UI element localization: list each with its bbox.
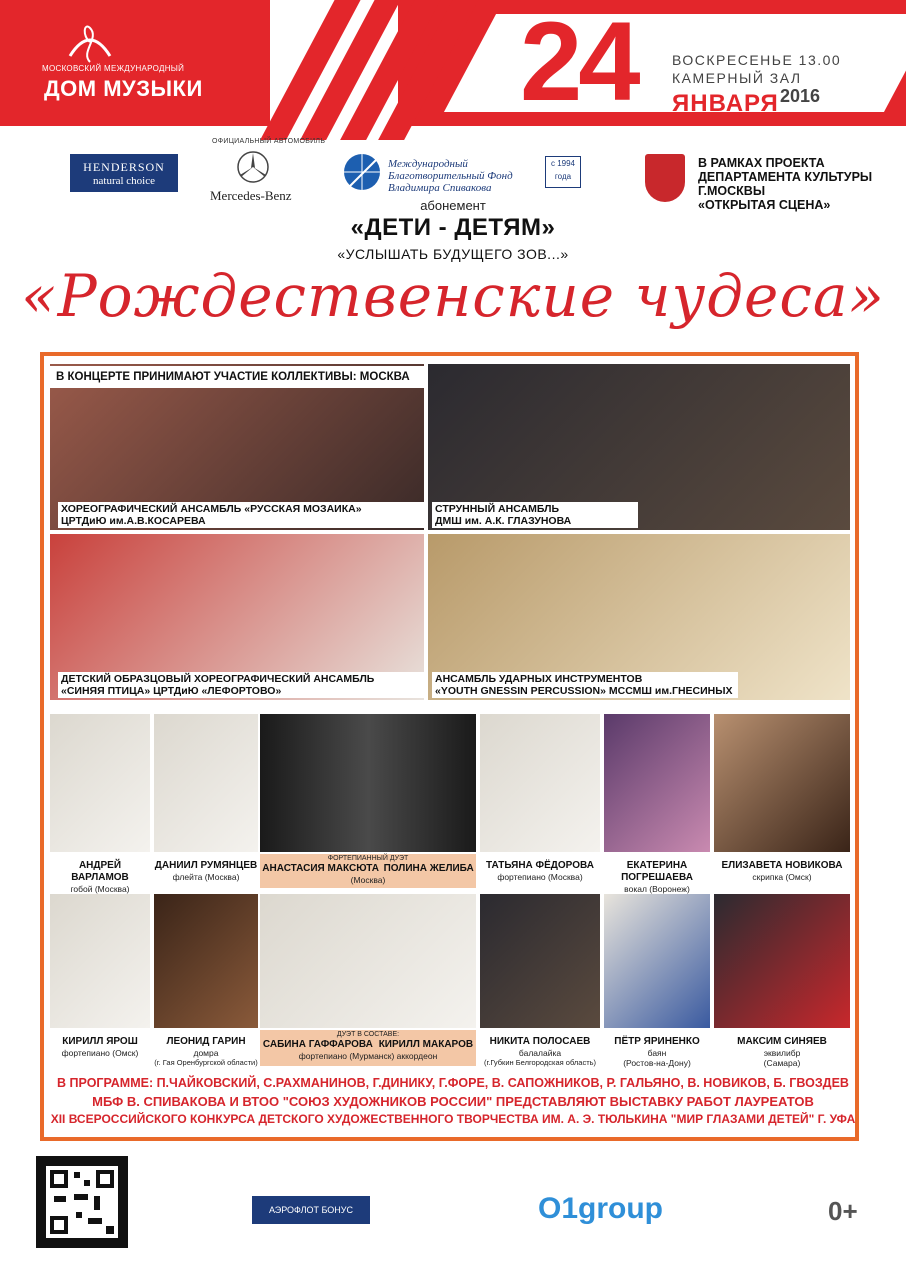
soloist-card: [714, 1036, 850, 1068]
soloist-info: балалайка: [518, 1048, 562, 1058]
soloist-name: МАКСИМ СИНЯЕВ: [737, 1036, 827, 1047]
soloist-name: ЛЕОНИД ГАРИН: [166, 1036, 246, 1047]
weekday-time: ВОСКРЕСЕНЬЕ 13.00: [672, 52, 842, 68]
qr-pattern: [46, 1166, 118, 1238]
soloist-name: КИРИЛЛ ЯРОШ: [62, 1036, 138, 1047]
soloist-card: [150, 1036, 262, 1068]
duo-photo: [260, 894, 476, 1028]
soloist-name: САБИНА ГАФФАРОВА: [262, 1039, 373, 1050]
soloist-info: (Москва): [350, 875, 386, 885]
henderson-tag: natural choice: [93, 175, 155, 187]
caption-line: ХОРЕОГРАФИЧЕСКИЙ АНСАМБЛЬ «РУССКАЯ МОЗАИКА»: [61, 503, 362, 515]
spivakov-fund-name: Международный Благотворительный Фонд Владимира Спивакова: [388, 158, 513, 194]
soloist-card: [472, 1036, 608, 1068]
soloist-card: [604, 1036, 710, 1068]
duo-caption: ДУЭТ В СОСТАВЕ:: [336, 1031, 400, 1038]
soloist-info: вокал (Воронеж): [624, 884, 690, 894]
mercedes-star-icon: [236, 150, 270, 184]
spivakov-globe-icon: [340, 150, 384, 194]
official-car-caption: ОФИЦИАЛЬНЫЙ АВТОМОБИЛЬ: [212, 138, 326, 145]
soloist-photo: [50, 714, 150, 852]
caption-line: ЦРТДиЮ им.А.В.КОСАРЕВА: [61, 515, 206, 527]
soloist-info: флейта (Москва): [172, 872, 240, 882]
soloist-info: скрипка (Омск): [752, 872, 812, 882]
caption-line: АНСАМБЛЬ УДАРНЫХ ИНСТРУМЕНТОВ: [435, 673, 643, 685]
duo-names: [260, 863, 476, 875]
soloist-name: ТАТЬЯНА ФЁДОРОВА: [486, 860, 594, 871]
age-rating: 0+: [828, 1196, 858, 1226]
ensemble-caption: [58, 672, 424, 698]
soloist-name: ДАНИИЛ РУМЯНЦЕВ: [154, 860, 258, 871]
project-line: ДЕПАРТАМЕНТА КУЛЬТУРЫ: [698, 170, 873, 184]
site-url[interactable]: WWW.MMDM.RU: [780, 20, 882, 34]
soloist-info: домра: [193, 1048, 219, 1058]
soloist-name: ПЁТР ЯРИНЕНКО: [614, 1036, 700, 1047]
soloist-name: АНДРЕЙ ВАРЛАМОВ: [71, 860, 129, 883]
project-line: «ОТКРЫТАЯ СЦЕНА»: [698, 198, 831, 212]
soloist-info: баян: [647, 1048, 667, 1058]
aeroflot-bonus-logo: АЭРОФЛОТ БОНУС: [252, 1196, 370, 1224]
duo-caption: ФОРТЕПИАННЫЙ ДУЭТ: [327, 855, 409, 862]
abonement-label: абонемент: [420, 198, 486, 213]
soloist-name: ПОЛИНА ЖЕЛИБА: [383, 863, 474, 874]
logo-title: ДОМ МУЗЫКИ: [44, 76, 203, 101]
caption-line: «СИНЯЯ ПТИЦА» ЦРТДиЮ «ЛЕФОРТОВО»: [61, 685, 282, 697]
soloist-photo: [714, 714, 850, 852]
soloist-info: гобой (Москва): [70, 884, 130, 894]
soloist-card: [480, 860, 600, 882]
caption-line: ДЕТСКИЙ ОБРАЗЦОВЫЙ ХОРЕОГРАФИЧЕСКИЙ АНСАМБЛЬ: [61, 673, 375, 685]
soloist-info: (Ростов-на-Дону): [623, 1058, 691, 1068]
ogroup-logo: O1group: [538, 1192, 663, 1225]
ensemble-caption: [432, 672, 738, 698]
soloist-photo: [154, 714, 258, 852]
soloist-photo: [480, 714, 600, 852]
date-number: 24: [520, 0, 637, 124]
ensemble-caption: [58, 502, 424, 528]
header-red-block: [0, 0, 270, 126]
treble-clef-logo-icon: [60, 22, 120, 64]
caption-line: СТРУННЫЙ АНСАМБЛЬ: [435, 503, 560, 515]
soloist-name: КИРИЛЛ МАКАРОВ: [378, 1039, 474, 1050]
soloist-info: (Самара): [763, 1058, 801, 1068]
year: 2016: [780, 86, 821, 106]
soloist-info: фортепиано (Омск): [61, 1048, 139, 1058]
soloist-info: (г. Гая Оренбургской области): [154, 1058, 258, 1067]
soloist-name: ЕКАТЕРИНА ПОГРЕШАЕВА: [621, 860, 693, 883]
project-line: Г.МОСКВЫ: [698, 184, 766, 198]
soloist-card: [600, 860, 714, 894]
soloist-name: АНАСТАСИЯ МАКСЮТА: [262, 863, 380, 874]
moscow-crest-icon: [645, 154, 685, 202]
duo-card: [260, 1030, 476, 1066]
duo-photo: [260, 714, 476, 852]
soloist-name: ЕЛИЗАВЕТА НОВИКОВА: [721, 860, 843, 871]
soloist-card: [50, 1036, 150, 1058]
soloist-name: НИКИТА ПОЛОСАЕВ: [489, 1036, 591, 1047]
program-line: МБФ В. СПИВАКОВА И ВТОО "СОЮЗ ХУДОЖНИКОВ РОССИИ" ПРЕДСТАВЛЯЮТ ВЫСТАВКУ РАБОТ ЛАУРЕАТОВ: [92, 1094, 814, 1109]
soloist-card: [154, 860, 258, 882]
concert-title: «Рождественские чудеса»: [21, 262, 885, 330]
henderson-brand: HENDERSON: [83, 160, 165, 174]
participants-heading: В КОНЦЕРТЕ ПРИНИМАЮТ УЧАСТИЕ КОЛЛЕКТИВЫ: МОСКВА: [50, 366, 424, 388]
soloist-photo: [154, 894, 258, 1028]
soloist-info: фортепиано (Москва): [497, 872, 583, 882]
soloist-photo: [604, 714, 710, 852]
soloist-card: [714, 860, 850, 882]
soloist-photo: [50, 894, 150, 1028]
soloist-info: (г.Губкин Белгородская область): [483, 1058, 597, 1067]
duo-names: [260, 1039, 476, 1051]
soloist-photo: [604, 894, 710, 1028]
program-line: В ПРОГРАММЕ: П.ЧАЙКОВСКИЙ, С.РАХМАНИНОВ, Г.ДИНИКУ, Г.ФОРЕ, В. САПОЖНИКОВ, Р. ГАЛЬЯНО, В. НОВИКОВ, Б. ГВОЗДЕВ: [57, 1076, 849, 1090]
series-title: «ДЕТИ - ДЕТЯМ»: [350, 214, 556, 241]
soloist-photo: [480, 894, 600, 1028]
soloist-info: фортепиано (Мурманск) аккордеон: [298, 1051, 438, 1061]
ensemble-caption: [432, 502, 638, 528]
logo-subtitle: МОСКОВСКИЙ МЕЖДУНАРОДНЫЙ: [42, 64, 185, 73]
since-badge: с 1994 года: [545, 156, 581, 188]
mercedes-label: Mercedes-Benz: [210, 188, 292, 203]
caption-line: ДМШ им. А.К. ГЛАЗУНОВА: [435, 515, 572, 527]
henderson-logo: [70, 154, 178, 192]
soloist-info: эквилибр: [763, 1048, 801, 1058]
hall-name: КАМЕРНЫЙ ЗАЛ: [672, 70, 802, 86]
month: ЯНВАРЯ: [672, 90, 779, 117]
caption-line: «YOUTH GNESSIN PERCUSSION» МССМШ им.ГНЕСИНЫХ: [435, 685, 733, 697]
soloist-card: [50, 860, 150, 894]
duo-card: [260, 854, 476, 888]
series-subtitle: «УСЛЫШАТЬ БУДУЩЕГО ЗОВ...»: [337, 246, 569, 262]
soloist-photo: [714, 894, 850, 1028]
program-line: XII ВСЕРОССИЙСКОГО КОНКУРСА ДЕТСКОГО ХУДОЖЕСТВЕННОГО ТВОРЧЕСТВА ИМ. А. Э. ТЮЛЬКИНА "МИР ГЛАЗАМИ ДЕТЕЙ" Г. УФА: [50, 1112, 856, 1126]
project-line: В РАМКАХ ПРОЕКТА: [698, 156, 825, 170]
